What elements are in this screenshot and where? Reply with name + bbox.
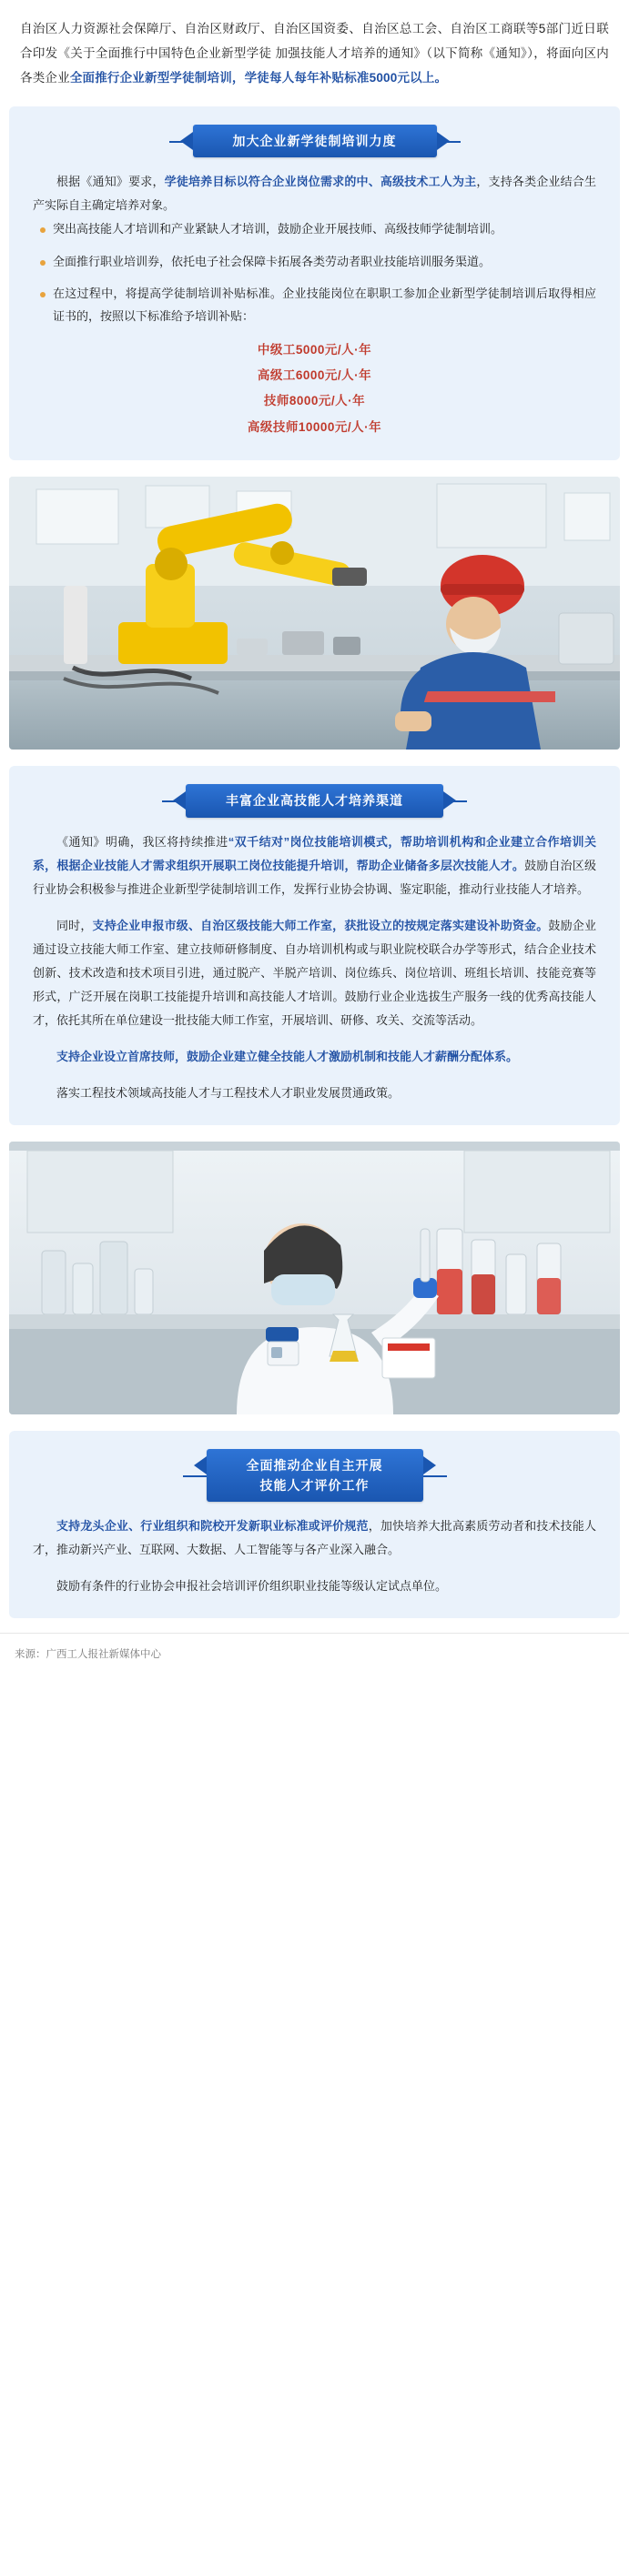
ribbon-left-arrow-icon: [173, 791, 186, 810]
section3-paragraph-1: [33, 1514, 596, 1562]
source-line: 来源：广西工人报社新媒体中心: [0, 1633, 629, 1677]
s1-p1-part-b: 学徒培养目标以符合企业岗位需求的中、高级技术工人为主: [164, 175, 477, 189]
s2-p2-part-a: 同时，: [56, 918, 93, 932]
list-item: [40, 217, 596, 240]
section1-title-text: 加大企业新学徒制培训力度: [232, 134, 397, 148]
s2-p2-part-b: 支持企业申报市级、自治区级技能大师工作室，获批设立的按规定落实建设补助资金。: [92, 918, 549, 932]
section2-title-wrap: [9, 779, 620, 830]
section-talent-channels: [9, 766, 620, 1124]
s1-bullet-3: 在这过程中，将提高学徒制培训补贴标准。企业技能岗位在职职工参加企业新型学徒制培训后取得相应证书的，按照以下标准给予培训补贴：: [53, 287, 596, 324]
s2-p1-part-b: “双千结对”岗位技能培训模式，帮助培训机构和企业建立合作培训关系，根据企业技能人才需求组织开展职工岗位技能提升培训，帮助企业储备多层次技能人才。: [33, 834, 596, 872]
section2-title: [186, 784, 443, 817]
section2-paragraph-3: 支持企业设立首席技师，鼓励企业建立健全技能人才激励机制和技能人才薪酬分配体系。: [56, 1049, 519, 1063]
list-item: [40, 282, 596, 328]
list-item: [40, 250, 596, 273]
ribbon-right-arrow-icon: [437, 132, 450, 150]
section2-title-text: 丰富企业高技能人才培养渠道: [226, 793, 403, 809]
section1-title: [193, 125, 437, 157]
section3-title: [207, 1449, 423, 1503]
s1-bullet-2: 全面推行职业培训券，依托电子社会保障卡拓展各类劳动者职业技能培训服务渠道。: [53, 254, 492, 268]
ribbon-left-arrow-icon: [180, 132, 193, 150]
intro-text: 自治区人力资源社会保障厅、自治区财政厅、自治区国资委、自治区总工会、自治区工商联等5部门近日联合印发《关于全面推行中国特色企业新型学徒 加强技能人才培养的通知》（以下简称《通知》），将面向区内各类企业: [20, 22, 609, 85]
subsidy-standards: [9, 337, 620, 440]
s3-p1-part-a: 支持龙头企业、行业组织和院校开发新职业标准或评价规范: [56, 1519, 369, 1534]
section3-title-line2: 技能人才评价工作: [259, 1477, 370, 1493]
photo-robot-arm-workshop: [9, 477, 620, 750]
section1-title-wrap: [9, 119, 620, 170]
photo2-illustration: [9, 1142, 620, 1414]
section2-body: [9, 830, 620, 1105]
section2-paragraph-2: [33, 914, 596, 1032]
s3-p1-part-b: ，加快培养大批高素质劳动者和技术技能人才，推动新兴产业、互联网、大数据、人工智能等与各产业深入融合。: [33, 1519, 596, 1557]
section3-paragraph-2: 鼓励有条件的行业协会申报社会培训评价组织职业技能等级认定试点单位。: [56, 1579, 448, 1594]
s2-p1-part-a: 《通知》明确，我区将持续推进: [56, 834, 228, 849]
section3-title-line1: 全面推动企业自主开展: [246, 1457, 383, 1473]
section3-title-wrap: [9, 1444, 620, 1515]
section-training-intensity: [9, 106, 620, 460]
s1-p1-part-a: 根据《通知》要求，: [56, 175, 165, 189]
subsidy-item-3: 技师8000元/人·年: [263, 394, 366, 408]
section1-bullet-list: [9, 217, 620, 327]
section-skills-evaluation: [9, 1431, 620, 1619]
s1-p1-part-c: ，支持各类企业结合生产实际自主确定培养对象。: [33, 175, 596, 213]
photo-lab-researcher: [9, 1142, 620, 1414]
intro-highlight: 全面推行企业新型学徒制培训，学徒每人每年补贴标准5000元以上。: [69, 71, 448, 85]
section2-paragraph-4: 落实工程技术领域高技能人才与工程技术人才职业发展贯通政策。: [56, 1085, 401, 1100]
s2-p1-part-c: 鼓励自治区级行业协会积极参与推进企业新型学徒制培训工作，发挥行业协会协调、鉴定职能，推动行业技能人才培养。: [33, 858, 596, 896]
ribbon-right-arrow-icon: [443, 791, 456, 810]
section1-body: [9, 170, 620, 217]
subsidy-item-4: 高级技师10000元/人·年: [247, 419, 382, 434]
subsidy-item-1: 中级工5000元/人·年: [257, 342, 372, 357]
photo1-illustration: [9, 477, 620, 750]
s1-bullet-1: 突出高技能人才培训和产业紧缺人才培训，鼓励企业开展技师、高级技师学徒制培训。: [53, 222, 503, 236]
ribbon-right-arrow-icon: [423, 1456, 436, 1474]
section3-body: [9, 1514, 620, 1598]
section2-paragraph-1: [33, 830, 596, 901]
subsidy-item-2: 高级工6000元/人·年: [257, 368, 372, 383]
s2-p2-part-c: 鼓励企业通过设立技能大师工作室、建立技师研修制度、自办培训机构或与职业院校联合办学等形式，结合企业技术创新、技术改造和技术项目引进，通过脱产、半脱产培训、岗位练兵、岗位培训、班组长培训、技能竞赛等形式，广泛开展在岗职工技能提升培训和高技能人才培训。鼓励行业企业选拔生产服务一线的优秀高技能人才，依托其所在单位建设一批技能大师工作室，开展培训、研修、攻关、交流等活动。: [33, 918, 596, 1027]
intro-paragraph: [0, 0, 629, 106]
ribbon-left-arrow-icon: [194, 1456, 207, 1474]
section1-paragraph-1: [33, 170, 596, 217]
